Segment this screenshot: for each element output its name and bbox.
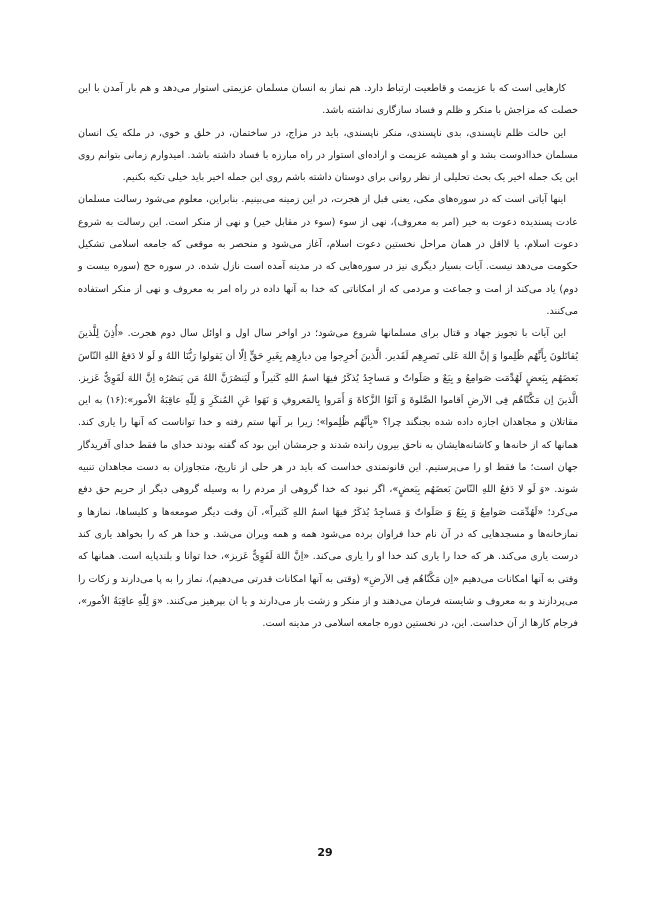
paragraph-1: کارهایی است که با عزیمت و قاطعیت ارتباط دارد. هم نماز به انسان مسلمان عزیمتی استوار می‌دهد و هم بار آمدن با این خصلت که مزاجش با منکر و ظلم و فساد سازگاری نداشته باشد. bbox=[78, 83, 578, 117]
paragraph-2: این حالت ظلم‌ ناپسندی، بدی ناپسندی، منکر ناپسندی، باید در مزاج، در ساختمان، در خلق و خوی، در ملکه یک انسان مسلمان خداادوست بشد و او همیشه عزیمت و اراده‌ای استوار در راه مبارزه با فساد داشته باشد. امیدوارم زمانی بتوانم روی این یک جمله اخیر یک بحث تحلیلی از نظر روانی برای دوستان داشته باشم روی این جمله اخیر باید خیلی تکیه بکنیم. bbox=[78, 127, 578, 184]
paragraph-3: اینها آیاتی است که در سوره‌های مکی، یعنی قبل از هجرت، در این زمینه می‌بینیم. بنابراین، معلوم می‌شود رسالت مسلمان عادت پسندیده دعوت به خیر (امر به معروف)، نهی از سوء (سوء در مقابل خیر) و نهی از منکر است. این رسالت به شروع دعوت اسلام، یا لااقل در همان مراحل نخستین دعوت اسلام، آغاز می‌شود و منحصر به موقعی که جامعه اسلامی تشکیل حکومت می‌دهد نیست. آیات بسیار دیگری نیز در سوره‌هایی که در مدینه آمده است نازل شده. در سوره حج (سوره بیست و دوم) یاد می‌کند از امت و جماعت و مردمی که از امکاناتی که خدا به آنها داده در راه امر به معروف و نهی از منکر استفاده می‌کنند. bbox=[78, 194, 578, 317]
paragraph-4: این آیات با تجویز جهاد و قتال برای مسلمانها شروع می‌شود؛ در اواخر سال اول و اوائل سال دوم هجرت. «أُذِنَ لِلَّذینَ یُقاتَلونَ بِأَنَّهُم ظُلِموا وَ إنَّ اللهَ عَلی نَصرِهِم لَقَدیر. الَّذینَ اُخرِجوا مِن دیارِهِم بِغَیرِ حَقٍّ اِلّا أن یَقولوا رَبُّنَا اللهُ و لَو لا دَفعُ اللهِ النّاسَ بَعضَهُم بِبَعضٍ لَهُدِّمَت صَوامِعُ و بِیَعٌ و صَلَواتٌ و مَساجِدُ یُذکَرُ فیهَا اسمُ اللهِ کَثیراً و لَیَنصُرَنَّ اللهُ مَن یَنصُرُه اِنَّ اللهَ لَقَوِیٌّ عَزیز. الَّذینَ اِن مَکَّنّاهُم فِی الاَرضِ اَقاموا الصَّلوةَ وَ آتَوُا الزَّکاةَ وَ أَمَروا بِالمَعروفِ وَ نَهَوا عَنِ المُنکَرِ وَ لِلّهِ عاقِبَةُ الاُمور»:(۱۶) به این مقاتلان و مجاهدان اجازه داده شده بجنگند چرا؟ «بِأنَّهُم ظُلِموا»؛ زیرا بر آنها ستم رفته و خدا تواناست که آنها را یاری کند. همانها که از خانه‌ها و کاشانه‌هایشان به ناحق بیرون رانده شدند و جرمشان این بود که گفته بودند خدای ما فقط خدای آفریدگار جهان است؛ ما فقط او را می‌پرستیم. این قانونمندی خداست که باید در هر حلی از تاریخ، متجاوزان به دست مجاهدان تنبیه شوند. «وَ لَو لا دَفعُ اللهِ النّاسَ بَعضَهُم بِبَعضٍ»، اگر نبود که خدا گروهی از مردم را به وسیله گروهی دیگر از حریم حق دفع می‌کرد؛ «لَهُدِّمَت صَوامِعُ وَ بِیَعٌ وَ صَلَواتٌ وَ مَساجِدُ یُذکَرُ فیهَا اسمُ اللهِ کَثیراً»، آن وقت دیگر صومعه‌ها و کلیساها، نمازها و نمازخانه‌ها و مسجدهایی که در آن نام خدا فراوان برده می‌شود همه و همه ویران می‌شد. و خدا هر که را بخواهد یاری کند درست یاری می‌کند. هر که خدا را یاری کند خدا او را یاری می‌کند. «اِنَّ اللهَ لَقَوِیٌّ عَزیز»، خدا توانا و بلندپایه است. همانها که وقتی به آنها امکانات می‌دهیم «اِن مَکَّنّاهُم فِی الاَرضِ» (وقتی به آنها امکانات قدرتی می‌دهیم)، نماز را به پا می‌دارند و زکات را می‌پردازند و به معروف و شایسته فرمان می‌دهند و از منکر و زشت باز می‌دارند و یا ان بپرهیز می‌کنند. «وَ لِلّهِ عاقِبَةُ الاُمور»، فرجام کارها از آن خداست. این، در نخستین دوره جامعه اسلامی در مدینه است. bbox=[78, 328, 579, 630]
page-number: 29 bbox=[317, 846, 333, 859]
body-text bbox=[78, 78, 578, 635]
